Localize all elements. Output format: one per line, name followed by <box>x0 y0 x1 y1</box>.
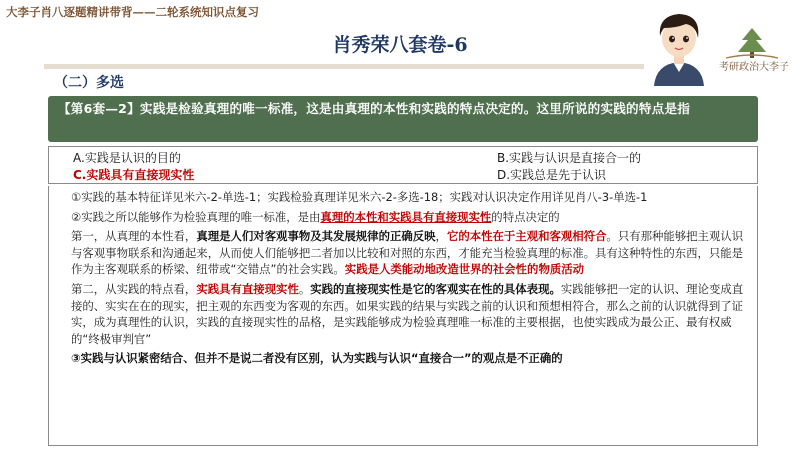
analysis-p5-text: ③实践与认识紧密结合、但并不是说二者没有区别，认为实践与认识“直接合一”的观点是不正确的 <box>71 351 563 366</box>
section-label: （二）多选 <box>54 75 124 91</box>
analysis-p1-text: ①实践的基本特征详见米六-2-单选-1；实践检验真理详见米六-2-多选-18；实践对认识决定作用详见肖八-3-单选-1 <box>71 190 648 204</box>
analysis-p3-highlight-2: 实践是人类能动地改造世界的社会性的物质活动 <box>344 262 585 277</box>
analysis-p3-a: 第一，从真理的本性看， <box>71 229 197 244</box>
series-title: 大李子肖八逐题精讲带背——二轮系统知识点复习 <box>6 5 259 19</box>
brand-name: 考研政治大李子 <box>719 62 789 73</box>
page-title: 肖秀荣八套卷-6 <box>332 34 468 56</box>
option-a: A.实践是认识的目的 <box>73 151 181 165</box>
analysis-p4-highlight: 实践具有直接现实性 <box>196 281 299 296</box>
analysis-p4-c: 。 <box>298 281 311 296</box>
option-c-correct: C.实践具有直接现实性 <box>73 168 195 182</box>
analysis-p3-e: 。只有那种能够把主观认识与客观事物联系和沟通起来，从而使人们能够把二者加以比较和对照的东西，才能充当检验真理的标准。具有这种特性的东西，只能是作为主客观联系的桥梁、纽带或“交错点”的社会实践。 <box>71 229 744 277</box>
analysis-p3-bold: 真理是人们对客观事物及其发展规律的正确反映 <box>196 229 436 244</box>
cartoon-teacher-avatar-icon <box>646 6 712 86</box>
analysis-box <box>48 186 758 446</box>
analysis-p4-e: 实践能够把一定的认识、理论变成直接的、实实在在的现实，把主观的东西变为客观的东西。如果实践的结果与实践之前的认识和预想相符合，那么之前的认识就得到了证实，成为真理性的认识，实践的直接现实性的品格，是实践能够成为检验真理唯一标准的主要根据，也使实践成为最公正、最有权威的“终极审判官” <box>71 281 744 346</box>
analysis-para-3 <box>71 228 747 278</box>
question-stem: 【第6套—2】实践是检验真理的唯一标准，这是由真理的本性和实践的特点决定的。这里所说的实践的特点是指 <box>48 96 758 142</box>
analysis-para-4 <box>71 281 747 347</box>
analysis-p2-c: 的特点决定的 <box>491 209 560 224</box>
analysis-para-2 <box>71 209 747 226</box>
analysis-para-5 <box>71 350 747 367</box>
option-b: B.实践与认识是直接合一的 <box>497 151 642 165</box>
analysis-p3-c: ， <box>435 229 447 244</box>
analysis-para-1 <box>71 189 747 206</box>
options-box <box>48 146 758 184</box>
option-d: D.实践总是先于认识 <box>497 168 607 182</box>
analysis-p4-a: 第二，从实践的特点看， <box>71 281 197 296</box>
analysis-p2-a: ②实践之所以能够作为检验真理的唯一标准，是由 <box>71 209 321 224</box>
analysis-p3-highlight: 它的本性在于主观和客观相符合 <box>446 229 607 244</box>
analysis-p4-bold: 实践的直接现实性是它的客观实在性的具体表现。 <box>310 281 561 296</box>
pine-tree-seal-logo-icon <box>712 24 792 82</box>
header-divider <box>44 64 644 69</box>
analysis-p2-highlight: 真理的本性和实践具有直接现实性 <box>320 209 492 224</box>
